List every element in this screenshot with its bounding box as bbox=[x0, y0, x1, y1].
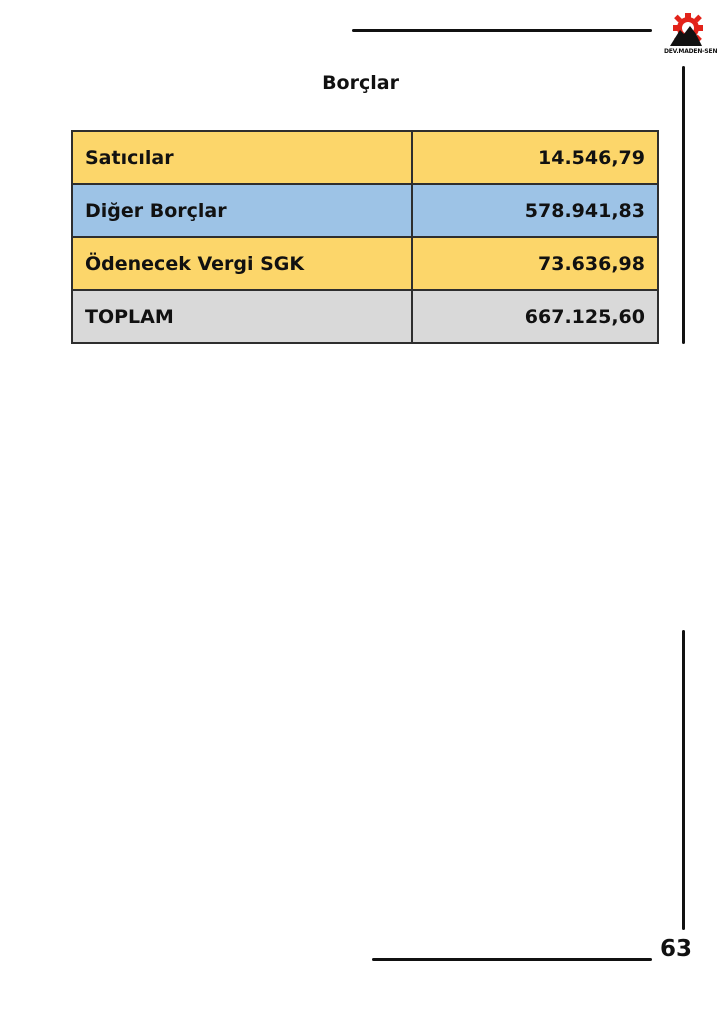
page-number: 63 bbox=[660, 936, 693, 962]
table-row-total bbox=[72, 290, 658, 343]
table-row-sellers bbox=[72, 131, 658, 184]
table-row-tax-sgk bbox=[72, 237, 658, 290]
right-rule-upper bbox=[682, 66, 685, 344]
row-label: Diğer Borçlar bbox=[72, 184, 412, 237]
row-label: TOPLAM bbox=[72, 290, 412, 343]
bottom-rule bbox=[372, 958, 652, 961]
row-value: 578.941,83 bbox=[412, 184, 658, 237]
top-rule bbox=[352, 29, 652, 32]
table-row-other-debts bbox=[72, 184, 658, 237]
right-rule-lower bbox=[682, 630, 685, 930]
row-label: Ödenecek Vergi SGK bbox=[72, 237, 412, 290]
debts-table bbox=[71, 130, 659, 344]
row-value: 667.125,60 bbox=[412, 290, 658, 343]
logo-text: DEV.MADEN-SEN bbox=[664, 48, 718, 55]
row-value: 14.546,79 bbox=[412, 131, 658, 184]
union-logo bbox=[664, 12, 718, 58]
row-value: 73.636,98 bbox=[412, 237, 658, 290]
row-label: Satıcılar bbox=[72, 131, 412, 184]
page-title: Borçlar bbox=[322, 72, 399, 94]
gear-icon bbox=[666, 12, 706, 48]
